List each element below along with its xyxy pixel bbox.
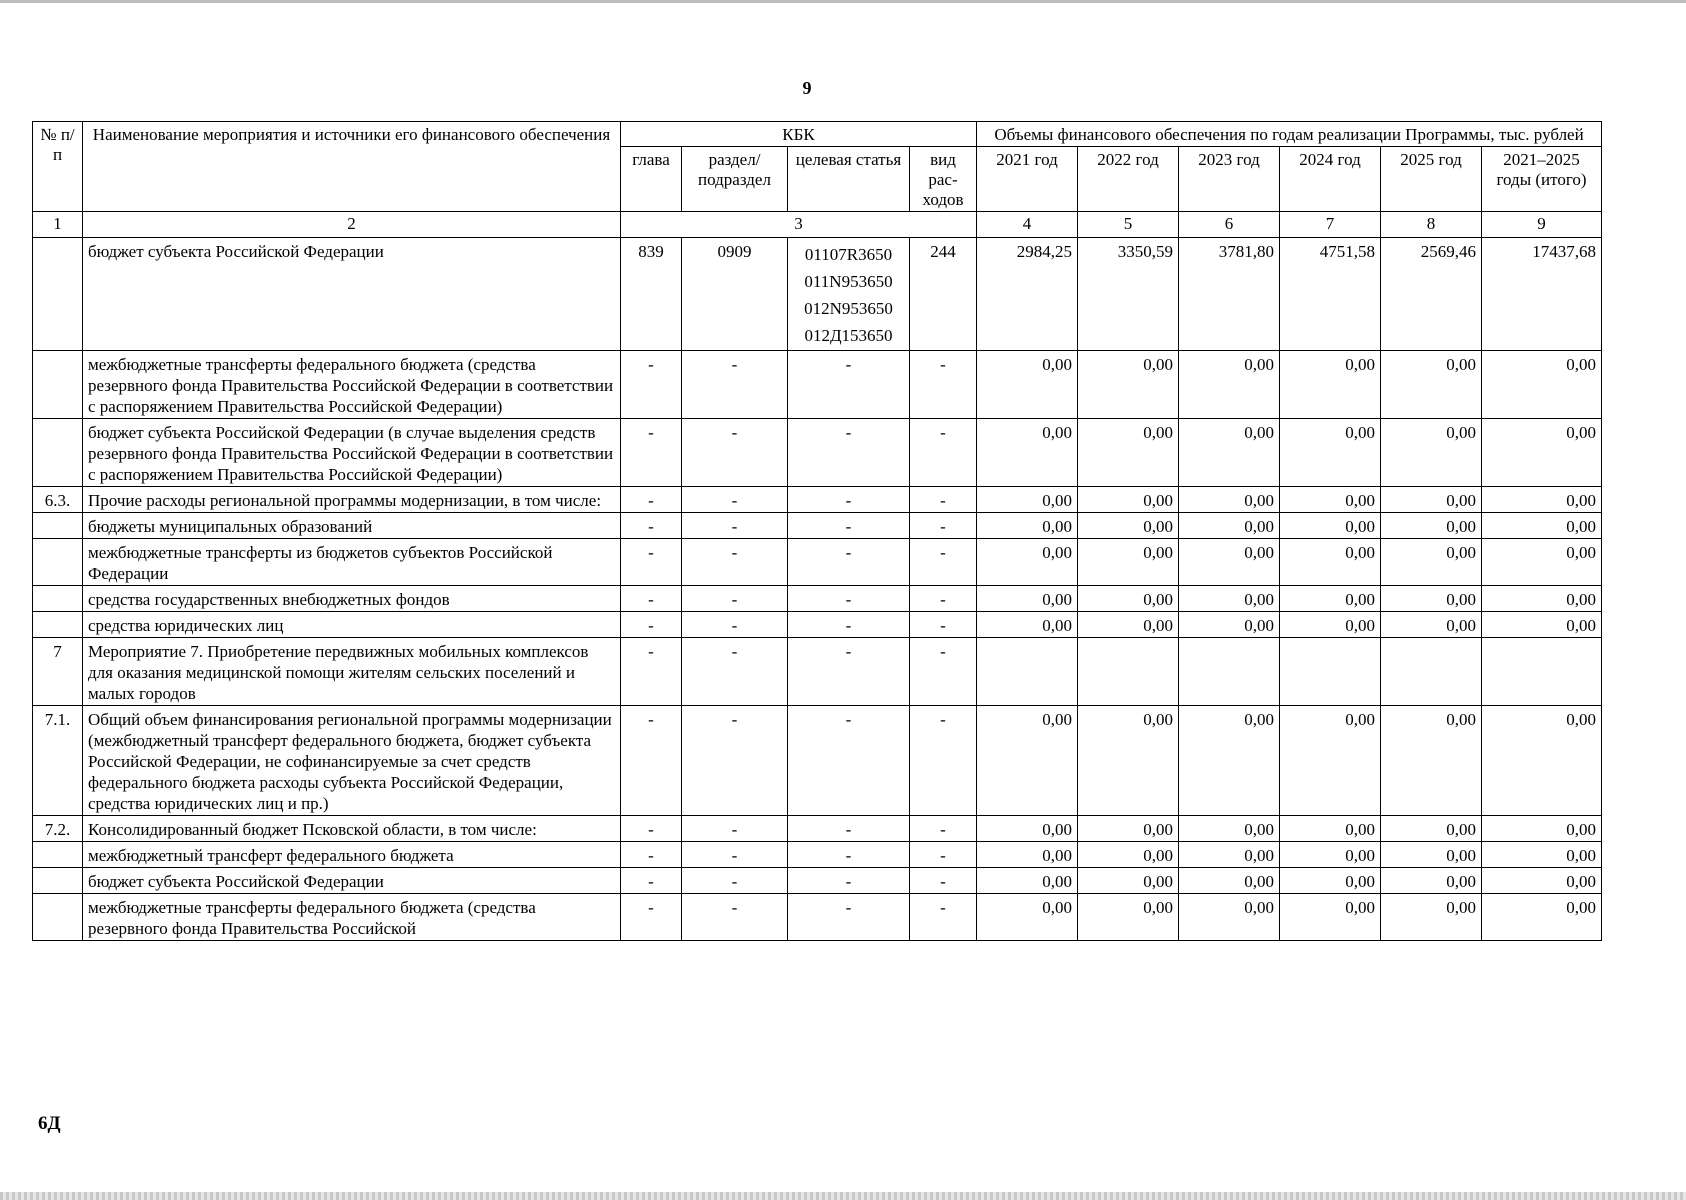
row-value: 0,00: [977, 894, 1078, 941]
tselevaya-code: -: [845, 355, 852, 374]
row-value: 0,00: [1280, 706, 1381, 816]
tselevaya-code: -: [845, 710, 852, 729]
row-value: 0,00: [977, 816, 1078, 842]
row-vid: -: [910, 638, 977, 706]
row-name: средства юридических лиц: [83, 612, 621, 638]
row-number: [33, 842, 83, 868]
col-number: 3: [621, 212, 977, 238]
row-vid: 244: [910, 238, 977, 351]
tselevaya-code: -: [845, 423, 852, 442]
row-value: [1482, 638, 1602, 706]
row-value: 0,00: [1482, 513, 1602, 539]
table-row: [33, 816, 1602, 842]
col-number: 4: [977, 212, 1078, 238]
row-value: 0,00: [1179, 539, 1280, 586]
row-value: 0,00: [977, 612, 1078, 638]
row-tselevaya: [788, 894, 910, 941]
row-value: 0,00: [1482, 706, 1602, 816]
row-value: 0,00: [1381, 706, 1482, 816]
row-value: 0,00: [1078, 612, 1179, 638]
row-value: 0,00: [1381, 612, 1482, 638]
row-number: [33, 419, 83, 487]
row-value: 2569,46: [1381, 238, 1482, 351]
row-number: [33, 894, 83, 941]
row-value: 0,00: [977, 586, 1078, 612]
row-value: 0,00: [1078, 487, 1179, 513]
row-value: 0,00: [1078, 868, 1179, 894]
row-value: 0,00: [1381, 842, 1482, 868]
row-value: [1179, 638, 1280, 706]
row-number: 7.1.: [33, 706, 83, 816]
row-name: бюджет субъекта Российской Федерации: [83, 238, 621, 351]
row-name: межбюджетные трансферты из бюджетов субъектов Российской Федерации: [83, 539, 621, 586]
row-glava: -: [621, 842, 682, 868]
row-value: [1381, 638, 1482, 706]
row-value: 0,00: [977, 868, 1078, 894]
tselevaya-code: -: [845, 872, 852, 891]
row-value: 0,00: [977, 706, 1078, 816]
table-row: [33, 706, 1602, 816]
row-razdel: -: [682, 419, 788, 487]
row-razdel: -: [682, 586, 788, 612]
row-value: 0,00: [1078, 351, 1179, 419]
tselevaya-code: -: [845, 820, 852, 839]
table-row: [33, 894, 1602, 941]
row-value: 3781,80: [1179, 238, 1280, 351]
table-row: [33, 351, 1602, 419]
row-value: 0,00: [1179, 868, 1280, 894]
row-name: Консолидированный бюджет Псковской области, в том числе:: [83, 816, 621, 842]
header-total: 2021–2025 годы (итого): [1482, 147, 1602, 212]
row-value: 0,00: [1280, 612, 1381, 638]
row-value: 0,00: [1381, 351, 1482, 419]
row-razdel: -: [682, 706, 788, 816]
row-value: 0,00: [1179, 816, 1280, 842]
row-vid: -: [910, 816, 977, 842]
row-value: 0,00: [1280, 894, 1381, 941]
row-value: 0,00: [1482, 868, 1602, 894]
row-value: 0,00: [1179, 487, 1280, 513]
financing-table: [32, 121, 1602, 941]
row-value: 0,00: [1280, 816, 1381, 842]
page-number: 9: [802, 78, 812, 98]
row-value: 0,00: [1078, 513, 1179, 539]
row-razdel: -: [682, 638, 788, 706]
row-value: 0,00: [1179, 894, 1280, 941]
row-value: 0,00: [977, 539, 1078, 586]
table-row: [33, 419, 1602, 487]
header-2023: 2023 год: [1179, 147, 1280, 212]
header-vid: вид рас-ходов: [910, 147, 977, 212]
row-name: бюджет субъекта Российской Федерации (в случае выделения средств резервного фонда Правительства Российской Федерации в соответствии с распоряжением Правительства Российской Федерации): [83, 419, 621, 487]
row-vid: -: [910, 894, 977, 941]
tselevaya-code: -: [845, 642, 852, 661]
row-vid: -: [910, 351, 977, 419]
table-row: [33, 842, 1602, 868]
row-glava: -: [621, 586, 682, 612]
col-number: 8: [1381, 212, 1482, 238]
table-header: [33, 122, 1602, 238]
header-glava: глава: [621, 147, 682, 212]
row-tselevaya: [788, 816, 910, 842]
row-glava: -: [621, 539, 682, 586]
row-glava: -: [621, 612, 682, 638]
row-value: 0,00: [1482, 487, 1602, 513]
row-name: межбюджетные трансферты федерального бюджета (средства резервного фонда Правительства Российской Федерации в соответствии с распоряжением Правительства Российской Федерации): [83, 351, 621, 419]
row-value: 0,00: [1280, 513, 1381, 539]
row-tselevaya: [788, 487, 910, 513]
row-number: [33, 612, 83, 638]
row-value: 0,00: [1482, 816, 1602, 842]
row-number: 7: [33, 638, 83, 706]
row-value: 0,00: [1482, 539, 1602, 586]
table-row: [33, 638, 1602, 706]
row-vid: -: [910, 419, 977, 487]
row-vid: -: [910, 487, 977, 513]
table-row: [33, 539, 1602, 586]
scan-top-edge: [0, 0, 1686, 3]
tselevaya-code: 01107R3650: [804, 245, 893, 264]
row-razdel: -: [682, 612, 788, 638]
row-value: 0,00: [1078, 894, 1179, 941]
row-tselevaya: [788, 539, 910, 586]
row-vid: -: [910, 842, 977, 868]
row-value: 0,00: [1482, 351, 1602, 419]
row-razdel: -: [682, 868, 788, 894]
header-kbk: КБК: [621, 122, 977, 147]
row-value: 0,00: [1078, 539, 1179, 586]
tselevaya-code: -: [845, 590, 852, 609]
row-value: 0,00: [1179, 351, 1280, 419]
tselevaya-code: -: [845, 616, 852, 635]
row-razdel: -: [682, 513, 788, 539]
tselevaya-code: 012N953650: [804, 299, 893, 318]
row-value: 0,00: [1280, 351, 1381, 419]
row-value: 0,00: [1482, 894, 1602, 941]
row-glava: 839: [621, 238, 682, 351]
tselevaya-code: -: [845, 846, 852, 865]
row-value: 0,00: [1381, 894, 1482, 941]
row-number: 6.3.: [33, 487, 83, 513]
row-glava: -: [621, 706, 682, 816]
row-value: 0,00: [1078, 706, 1179, 816]
row-tselevaya: [788, 238, 910, 351]
col-number: 7: [1280, 212, 1381, 238]
header-2022: 2022 год: [1078, 147, 1179, 212]
col-number: 6: [1179, 212, 1280, 238]
row-value: 0,00: [977, 513, 1078, 539]
header-razdel: раздел/ подраздел: [682, 147, 788, 212]
row-name: Прочие расходы региональной программы модернизации, в том числе:: [83, 487, 621, 513]
row-value: 0,00: [1280, 586, 1381, 612]
row-razdel: -: [682, 539, 788, 586]
table-row: [33, 868, 1602, 894]
row-tselevaya: [788, 419, 910, 487]
row-value: [977, 638, 1078, 706]
row-value: [1280, 638, 1381, 706]
row-value: 0,00: [1179, 612, 1280, 638]
row-value: 0,00: [1280, 419, 1381, 487]
row-razdel: -: [682, 816, 788, 842]
row-value: 0,00: [1381, 868, 1482, 894]
row-tselevaya: [788, 513, 910, 539]
row-value: 0,00: [1078, 586, 1179, 612]
row-number: [33, 539, 83, 586]
table-row: [33, 586, 1602, 612]
row-value: 0,00: [1381, 816, 1482, 842]
column-number-row: [33, 212, 1602, 238]
row-name: Общий объем финансирования региональной программы модернизации (межбюджетный трансферт федерального бюджета, бюджет субъекта Российской Федерации, не софинансируемые за счет средств федерального бюджета расходы субъекта Российской Федерации, средства юридических лиц и пр.): [83, 706, 621, 816]
row-razdel: -: [682, 487, 788, 513]
row-value: 0,00: [1280, 487, 1381, 513]
col-number: 9: [1482, 212, 1602, 238]
header-2021: 2021 год: [977, 147, 1078, 212]
row-number: [33, 351, 83, 419]
row-value: 0,00: [1381, 487, 1482, 513]
row-tselevaya: [788, 586, 910, 612]
col-number: 2: [83, 212, 621, 238]
row-name: бюджет субъекта Российской Федерации: [83, 868, 621, 894]
tselevaya-code: 011N953650: [804, 272, 893, 291]
row-value: 0,00: [977, 842, 1078, 868]
row-tselevaya: [788, 868, 910, 894]
row-value: 0,00: [1482, 419, 1602, 487]
row-value: 0,00: [977, 419, 1078, 487]
row-tselevaya: [788, 706, 910, 816]
row-name: Мероприятие 7. Приобретение передвижных мобильных комплексов для оказания медицинской помощи жителям сельских поселений и малых городов: [83, 638, 621, 706]
row-value: 0,00: [1482, 586, 1602, 612]
row-value: 0,00: [1179, 513, 1280, 539]
row-glava: -: [621, 419, 682, 487]
header-2025: 2025 год: [1381, 147, 1482, 212]
header-name: Наименование мероприятия и источники его финансового обеспечения: [83, 122, 621, 212]
row-value: 0,00: [1381, 539, 1482, 586]
row-glava: -: [621, 638, 682, 706]
header-2024: 2024 год: [1280, 147, 1381, 212]
row-number: [33, 868, 83, 894]
row-value: 0,00: [1381, 586, 1482, 612]
row-value: 0,00: [1280, 539, 1381, 586]
header-volumes: Объемы финансового обеспечения по годам реализации Программы, тыс. рублей: [977, 122, 1602, 147]
footer-code: 6Д: [38, 1113, 61, 1134]
row-value: 0,00: [1078, 842, 1179, 868]
financing-table-wrapper: [32, 121, 1601, 941]
row-value: 3350,59: [1078, 238, 1179, 351]
row-razdel: -: [682, 842, 788, 868]
header-tselevaya: целевая статья: [788, 147, 910, 212]
tselevaya-code: -: [845, 898, 852, 917]
row-number: [33, 513, 83, 539]
row-value: 0,00: [1482, 842, 1602, 868]
row-name: бюджеты муниципальных образований: [83, 513, 621, 539]
row-vid: -: [910, 706, 977, 816]
table-body: [33, 238, 1602, 941]
tselevaya-code: -: [845, 517, 852, 536]
row-value: 0,00: [977, 351, 1078, 419]
row-glava: -: [621, 351, 682, 419]
scan-bottom-edge: [0, 1192, 1686, 1200]
row-name: средства государственных внебюджетных фондов: [83, 586, 621, 612]
col-number: 5: [1078, 212, 1179, 238]
col-number: 1: [33, 212, 83, 238]
row-glava: -: [621, 816, 682, 842]
row-value: 2984,25: [977, 238, 1078, 351]
row-value: 0,00: [1482, 612, 1602, 638]
tselevaya-code: -: [845, 491, 852, 510]
row-value: 0,00: [1381, 419, 1482, 487]
row-number: [33, 238, 83, 351]
table-row: [33, 513, 1602, 539]
row-glava: -: [621, 513, 682, 539]
row-glava: -: [621, 868, 682, 894]
row-razdel: 0909: [682, 238, 788, 351]
row-vid: -: [910, 586, 977, 612]
row-value: 0,00: [1280, 868, 1381, 894]
row-number: [33, 586, 83, 612]
tselevaya-code: 012Д153650: [804, 326, 893, 345]
row-glava: -: [621, 487, 682, 513]
row-tselevaya: [788, 842, 910, 868]
row-value: 0,00: [1179, 842, 1280, 868]
table-row: [33, 612, 1602, 638]
row-name: межбюджетный трансферт федерального бюджета: [83, 842, 621, 868]
row-value: 17437,68: [1482, 238, 1602, 351]
row-razdel: -: [682, 894, 788, 941]
row-tselevaya: [788, 638, 910, 706]
tselevaya-code: -: [845, 543, 852, 562]
row-value: 0,00: [1280, 842, 1381, 868]
table-row: [33, 487, 1602, 513]
row-value: 0,00: [1078, 816, 1179, 842]
row-value: 0,00: [1179, 419, 1280, 487]
row-tselevaya: [788, 612, 910, 638]
row-number: 7.2.: [33, 816, 83, 842]
table-row: [33, 238, 1602, 351]
row-value: 0,00: [1179, 586, 1280, 612]
row-value: 4751,58: [1280, 238, 1381, 351]
row-value: [1078, 638, 1179, 706]
row-vid: -: [910, 539, 977, 586]
row-vid: -: [910, 612, 977, 638]
header-num: № п/п: [33, 122, 83, 212]
row-value: 0,00: [1381, 513, 1482, 539]
row-glava: -: [621, 894, 682, 941]
row-value: 0,00: [1078, 419, 1179, 487]
row-value: 0,00: [977, 487, 1078, 513]
row-vid: -: [910, 513, 977, 539]
row-vid: -: [910, 868, 977, 894]
row-tselevaya: [788, 351, 910, 419]
row-value: 0,00: [1179, 706, 1280, 816]
row-name: межбюджетные трансферты федерального бюджета (средства резервного фонда Правительства Российской: [83, 894, 621, 941]
row-razdel: -: [682, 351, 788, 419]
